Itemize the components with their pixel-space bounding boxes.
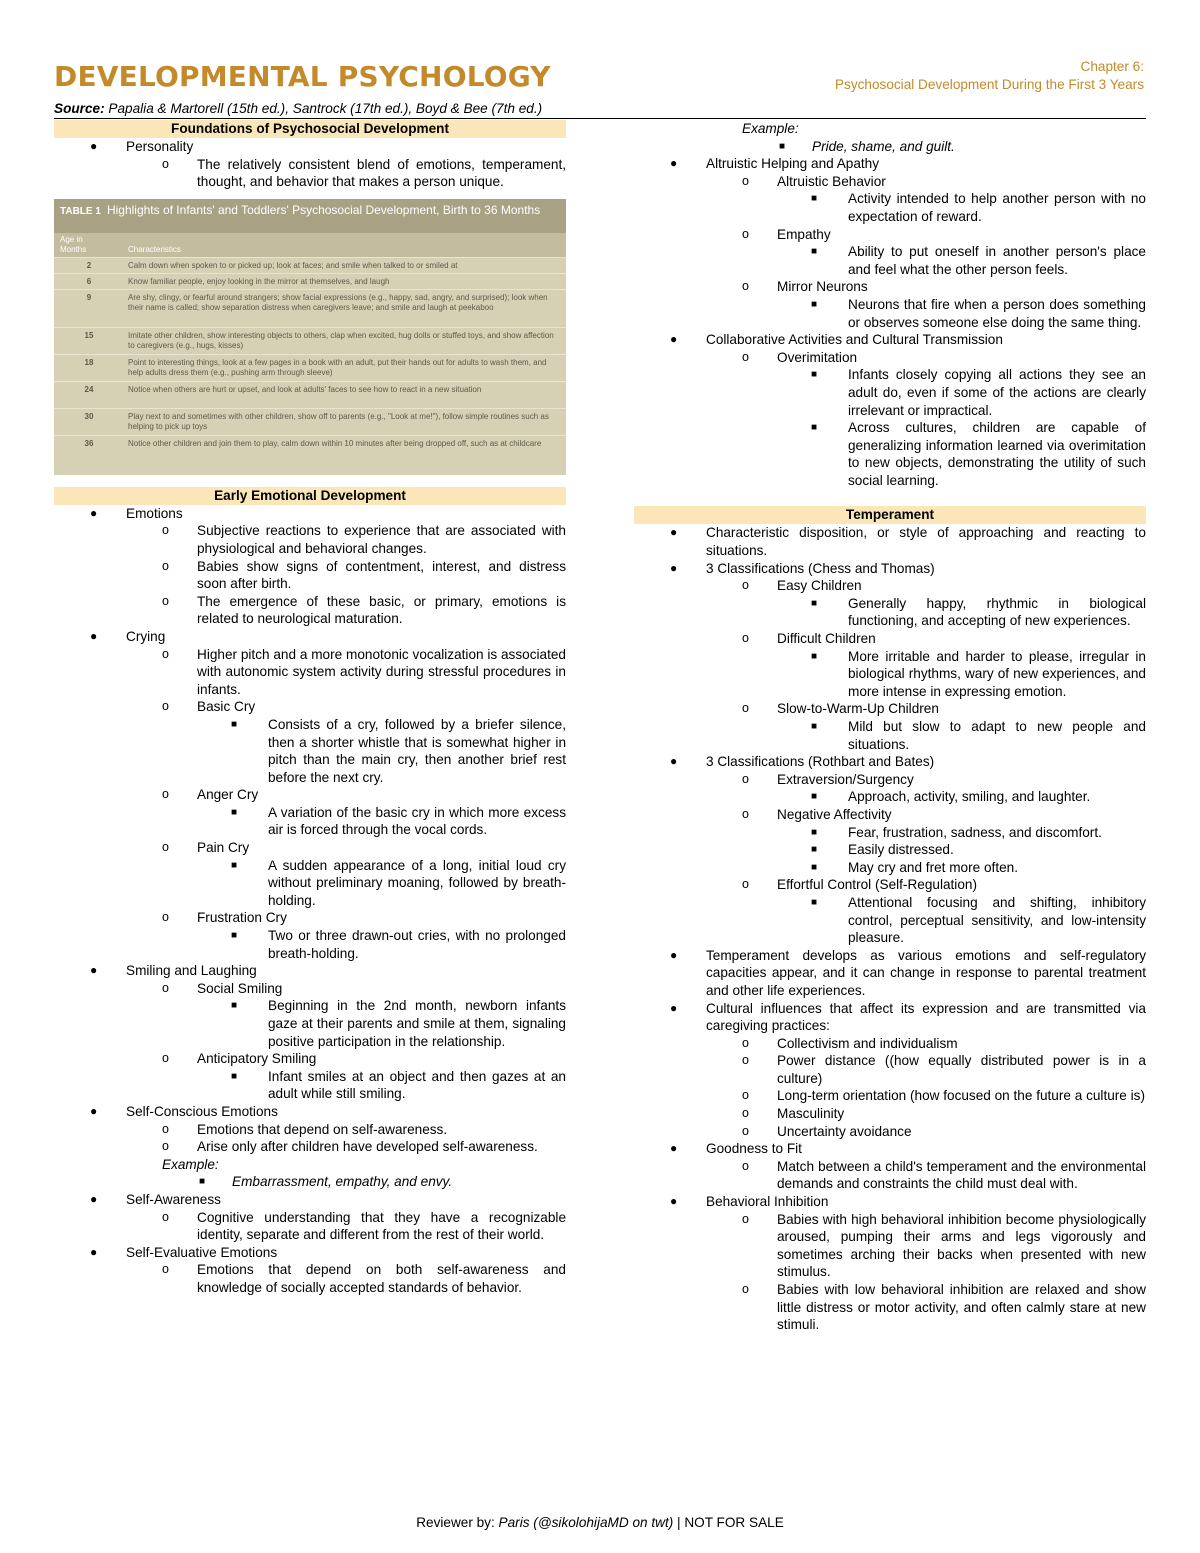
item-text: Pain Cry [197,840,250,856]
list-item [54,1209,566,1244]
square-bullet-icon: ■ [231,806,238,818]
item-text: The emergence of these basic, or primary, emotions is related to neurological maturation. [197,593,566,627]
list-item [54,1050,566,1068]
footer-author: Paris (@sikolohijaMD on twt) [498,1515,674,1530]
list-item [634,560,1146,578]
item-text: Babies show signs of contentment, interest, and distress soon after birth. [197,558,566,592]
item-text: Slow-to-Warm-Up Children [777,701,939,717]
example-label: Example: [742,121,799,136]
char-cell: Play next to and sometimes with other children, show off to parents (e.g., "Look at me!"), follow simple routines such as helping to pick up toys [128,411,549,431]
item-text: Altruistic Behavior [777,173,886,189]
item-text: Crying [126,628,166,644]
square-bullet-icon: ■ [811,193,818,205]
item-text: Cognitive understanding that they have a recognizable identity, separate and different from the rest of their world. [197,1209,566,1243]
circle-bullet-icon: o [162,840,169,855]
item-text: Collaborative Activities and Cultural Transmission [706,332,1003,348]
item-text: Smiling and Laughing [126,963,257,979]
item-text: Self-Evaluative Emotions [126,1244,278,1260]
list-item [54,558,566,593]
square-bullet-icon: ■ [811,369,818,381]
item-text: Masculinity [777,1106,845,1122]
circle-bullet-icon: o [162,1051,169,1066]
bullet-icon: ● [670,1000,678,1015]
item-text: 3 Classifications (Chess and Thomas) [706,560,935,576]
chapter-heading [835,58,1144,94]
item-text: Neurons that fire when a person does something or observes someone else doing the same thing. [848,296,1146,330]
age-cell: 6 [86,276,92,286]
item-text: Uncertainty avoidance [777,1123,912,1139]
list-item [634,718,1146,753]
list-item [54,698,566,716]
item-text: The relatively consistent blend of emotions, temperament, thought, and behavior that makes a person unique. [197,156,566,190]
square-bullet-icon: ■ [231,718,238,730]
chapter-label: Chapter 6: [1080,59,1144,74]
circle-bullet-icon: o [742,1282,749,1296]
list-item [54,522,566,557]
age-cell: 30 [84,411,94,421]
item-text: Beginning in the 2nd month, newborn infants gaze at their parents and smile at them, signaling positive participation in the relationship. [268,998,566,1049]
item-text: Empathy [777,226,831,242]
list-item [54,1121,566,1139]
list-item [634,173,1146,191]
list-item [634,1035,1146,1053]
source-line [54,100,542,118]
list-item [54,138,566,156]
list-item [634,1140,1146,1158]
table-row [54,327,566,354]
item-text: Match between a child's temperament and the environmental demands and constraints the child must deal with. [777,1158,1146,1192]
list-item [54,839,566,857]
early-emotional-continued-list [634,120,1146,489]
item-text: Pride, shame, and guilt. [812,138,955,154]
circle-bullet-icon: o [162,1209,169,1224]
square-bullet-icon: ■ [811,844,818,856]
circle-bullet-icon: o [742,877,749,892]
circle-bullet-icon: o [742,1106,749,1121]
item-text: Attentional focusing and shifting, inhibitory control, perceptual sensitivity, and low-intensity pleasure. [848,894,1146,946]
list-item [634,138,1146,156]
item-text: Negative Affectivity [777,806,892,822]
list-item [54,909,566,927]
list-item [634,296,1146,331]
circle-bullet-icon: o [742,771,749,786]
list-item [634,1000,1146,1035]
item-text: Higher pitch and a more monotonic vocalization is associated with autonomic system activity during stressful procedures in infants. [197,646,566,697]
item-text: Effortful Control (Self-Regulation) [777,877,977,893]
item-text: Babies with high behavioral inhibition become physiologically aroused, pumping their arms and legs vigorously and sometimes arching their backs when presented with new stimulus. [777,1211,1146,1280]
circle-bullet-icon: o [162,593,169,608]
table-row [54,257,566,273]
source-text: Papalia & Martorell (15th ed.), Santrock (17th ed.), Boyd & Bee (7th ed.) [108,101,543,116]
right-column [634,120,1146,1334]
bullet-icon: ● [670,156,678,171]
list-item [634,648,1146,701]
list-item [634,788,1146,806]
list-item [54,1261,566,1296]
bullet-icon: ● [670,754,678,769]
item-text: Emotions that depend on self-awareness. [197,1121,448,1137]
item-text: Collectivism and individualism [777,1035,958,1051]
circle-bullet-icon: o [742,631,749,646]
bullet-icon: ● [90,1103,98,1118]
item-text: A sudden appearance of a long, initial loud cry without preliminary moaning, followed by breath-holding. [268,857,566,908]
item-text: Embarrassment, empathy, and envy. [232,1174,453,1190]
circle-bullet-icon: o [742,173,749,188]
item-text: May cry and fret more often. [848,859,1018,875]
bullet-icon: ● [670,1141,678,1156]
bullet-icon: ● [670,560,678,575]
item-text: Difficult Children [777,631,876,647]
circle-bullet-icon: o [162,156,169,171]
circle-bullet-icon: o [742,1053,749,1068]
item-text: Mild but slow to adapt to new people and situations. [848,719,1146,752]
item-text: Ability to put oneself in another person's place and feel what the other person feels. [848,244,1146,277]
list-item [54,505,566,523]
early-emotional-list [54,505,566,1297]
list-item [634,1105,1146,1123]
circle-bullet-icon: o [162,646,169,661]
list-item [54,804,566,839]
list-item [54,646,566,699]
section-heading-early-emotional: Early Emotional Development [54,487,566,505]
item-text: Infants closely copying all actions they see an adult do, even if some of the actions are clearly irrelevant or impractical. [848,367,1146,418]
list-item [634,278,1146,296]
list-item [634,771,1146,789]
list-item [634,243,1146,278]
char-cell: Notice when others are hurt or upset, and look at adults' faces to see how to react in a new situation [128,384,482,394]
circle-bullet-icon: o [162,558,169,573]
list-item [634,331,1146,349]
temperament-list [634,524,1146,1333]
item-text: Two or three drawn-out cries, with no prolonged breath-holding. [268,928,566,961]
item-text: Long-term orientation (how focused on the future a culture is) [777,1088,1145,1104]
footer-suffix: | NOT FOR SALE [673,1515,784,1530]
item-text: Arise only after children have developed self-awareness. [197,1139,538,1155]
char-cell: Know familiar people, enjoy looking in the mirror at themselves, and laugh [128,276,390,286]
table-title: Highlights of Infants' and Toddlers' Psychosocial Development, Birth to 36 Months [106,202,541,217]
bullet-icon: ● [90,505,98,520]
table-label: TABLE 1 [60,205,101,217]
item-text: Behavioral Inhibition [706,1194,829,1210]
list-item [54,593,566,628]
circle-bullet-icon: o [742,1211,749,1226]
bullet-icon: ● [90,139,98,153]
list-item [54,962,566,980]
list-item [634,947,1146,1000]
table-row [54,289,566,327]
item-text: Generally happy, rhythmic in biological functioning, and accepting of new experiences. [848,595,1146,629]
square-bullet-icon: ■ [231,1000,238,1012]
circle-bullet-icon: o [162,1262,169,1277]
list-item [54,927,566,962]
item-text: 3 Classifications (Rothbart and Bates) [706,754,935,770]
char-cell: Point to interesting things, look at a few pages in a book with an adult, put their hands out for adults to wash them, and help adults dress them (e.g., pushing arm through sleeve) [128,357,547,377]
list-item [54,857,566,910]
list-item [634,419,1146,489]
table-header [54,199,566,233]
item-text: Power distance ((how equally distributed power is in a culture) [777,1053,1146,1086]
square-bullet-icon: ■ [811,298,818,310]
col-age-header: Age in Months [60,234,87,254]
list-item [634,366,1146,419]
list-item [634,155,1146,173]
list-item [54,156,566,191]
square-bullet-icon: ■ [811,597,818,609]
list-item [54,1191,566,1209]
list-item [634,226,1146,244]
item-text: Approach, activity, smiling, and laughter. [848,789,1091,805]
list-item [634,859,1146,877]
list-item [634,841,1146,859]
footer [0,1514,1200,1532]
chapter-subtitle: Psychosocial Development During the First 3 Years [834,77,1144,92]
list-item [54,1244,566,1262]
table-row [54,273,566,289]
circle-bullet-icon: o [742,578,749,593]
source-label: Source: [54,101,105,116]
list-item [634,190,1146,225]
item-text: Self-Awareness [126,1191,221,1207]
bullet-icon: ● [90,628,98,643]
square-bullet-icon: ■ [811,650,818,662]
header-divider [54,118,1146,119]
bullet-icon: ● [670,332,678,347]
list-item [634,1158,1146,1193]
square-bullet-icon: ■ [231,859,238,871]
list-item [634,1087,1146,1105]
item-text: Social Smiling [197,980,283,996]
bullet-icon: ● [670,1194,678,1209]
item-text: Overimitation [777,349,858,365]
col-char-header: Characteristics [128,244,181,254]
circle-bullet-icon: o [162,523,169,538]
circle-bullet-icon: o [162,787,169,802]
item-text: Subjective reactions to experience that are associated with physiological and behavioral changes. [197,523,566,556]
item-text: Altruistic Helping and Apathy [706,156,880,172]
table-column-headers [54,233,566,257]
list-item [54,786,566,804]
circle-bullet-icon: o [742,349,749,364]
list-item [54,980,566,998]
circle-bullet-icon: o [742,1088,749,1103]
square-bullet-icon: ■ [811,896,818,908]
bullet-icon: ● [670,947,678,962]
age-cell: 15 [84,330,94,340]
circle-bullet-icon: o [742,1123,749,1138]
list-item [54,997,566,1050]
circle-bullet-icon: o [162,910,169,925]
item-text: Characteristic disposition, or style of approaching and reacting to situations. [706,525,1146,559]
list-item [54,716,566,786]
char-cell: Are shy, clingy, or fearful around strangers; show facial expressions (e.g., happy, sad, angry, and surprised); look when their name is called; show separation distress when caregivers leave; and smile and laugh at peekaboo [128,292,548,312]
char-cell: Imitate other children, show interesting objects to others, clap when excited, hug dolls or stuffed toys, and show affection to caregivers (e.g., hugs, kisses) [128,330,554,350]
list-item [634,1281,1146,1334]
list-item [634,753,1146,771]
list-item [634,876,1146,894]
bullet-icon: ● [90,1191,98,1206]
list-item [54,1173,566,1191]
table-row [54,408,566,435]
list-item [634,349,1146,367]
table-row [54,354,566,381]
circle-bullet-icon: o [742,226,749,241]
item-text: Frustration Cry [197,910,287,926]
table-row [54,381,566,408]
square-bullet-icon: ■ [811,826,818,838]
square-bullet-icon: ■ [811,422,818,434]
item-text: Basic Cry [197,699,256,715]
item-text: Self-Conscious Emotions [126,1103,278,1119]
example-label: Example: [162,1156,219,1172]
item-text: Across cultures, children are capable of generalizing information learned via overimitation to new objects, demonstrating the utility of such social learning. [848,420,1146,488]
list-item [634,700,1146,718]
list-item [54,1138,566,1156]
item-text: Extraversion/Surgency [777,771,914,787]
circle-bullet-icon: o [162,980,169,995]
item-text: Personality [126,139,194,154]
square-bullet-icon: ■ [231,930,238,942]
list-item [634,1123,1146,1141]
item-text: Goodness to Fit [706,1141,802,1157]
item-text: Anticipatory Smiling [197,1051,317,1067]
table-row [54,435,566,462]
square-bullet-icon: ■ [199,1176,206,1188]
list-item [634,577,1146,595]
circle-bullet-icon: o [162,1139,169,1154]
list-item [634,806,1146,824]
item-text: Anger Cry [197,787,259,803]
list-item [54,1068,566,1103]
circle-bullet-icon: o [742,279,749,294]
list-item [634,1193,1146,1211]
bullet-icon: ● [90,1244,98,1259]
item-text: Temperament develops as various emotions and self-regulatory capacities appear, and it can change in response to parental treatment and other life experiences. [706,947,1146,998]
item-text: Emotions [126,505,183,521]
highlights-table [54,199,566,475]
list-item [634,824,1146,842]
char-cell: Notice other children and join them to play, calm down within 10 minutes after being dropped off, such as at childcare [128,438,542,448]
char-cell: Calm down when spoken to or picked up; look at faces; and smile when talked to or smiled at [128,260,458,270]
list-item [634,894,1146,947]
item-text: More irritable and harder to please, irregular in biological rhythms, wary of new experiences, and more intense in expressing emotion. [848,648,1146,699]
item-text: Fear, frustration, sadness, and discomfort. [848,824,1102,840]
item-text: Consists of a cry, followed by a briefer silence, then a shorter whistle that is somewhat higher in pitch than the main cry, then another brief rest before the next cry. [268,716,566,785]
document-title: DEVELOPMENTAL PSYCHOLOGY [54,60,551,93]
age-cell: 9 [86,292,92,302]
item-text: Easy Children [777,578,862,594]
age-cell: 2 [86,260,92,270]
item-text: Easily distressed. [848,842,954,858]
bullet-icon: ● [90,963,98,978]
item-text: A variation of the basic cry in which more excess air is forced through the vocal cords. [268,804,566,838]
square-bullet-icon: ■ [811,721,818,732]
item-text: Activity intended to help another person with no expectation of reward. [848,191,1146,224]
circle-bullet-icon: o [162,699,169,714]
item-text: Cultural influences that affect its expression and are transmitted via caregiving practices: [706,1000,1146,1034]
list-item [634,524,1146,559]
circle-bullet-icon: o [742,1035,749,1050]
age-cell: 36 [84,438,94,448]
list-item [634,1211,1146,1281]
left-column [54,120,566,1297]
square-bullet-icon: ■ [231,1070,238,1082]
circle-bullet-icon: o [742,701,749,716]
bullet-icon: ● [670,525,678,540]
square-bullet-icon: ■ [779,140,786,152]
list-item [54,1103,566,1121]
square-bullet-icon: ■ [811,861,818,873]
square-bullet-icon: ■ [811,791,818,803]
list-item [634,630,1146,648]
item-text: Infant smiles at an object and then gazes at an adult while still smiling. [268,1068,566,1102]
circle-bullet-icon: o [742,806,749,821]
age-cell: 24 [84,384,94,394]
list-item [54,628,566,646]
circle-bullet-icon: o [162,1121,169,1136]
item-text: Emotions that depend on both self-awareness and knowledge of socially accepted standards of behavior. [197,1262,566,1295]
section-heading-foundations: Foundations of Psychosocial Development [54,120,566,138]
section-heading-temperament: Temperament [634,506,1146,524]
item-text: Babies with low behavioral inhibition are relaxed and show little distress or motor activity, and often calmly stare at new stimuli. [777,1282,1146,1333]
foundations-list [54,138,566,191]
circle-bullet-icon: o [742,1158,749,1173]
list-item [634,1052,1146,1087]
square-bullet-icon: ■ [811,246,818,258]
list-item [634,595,1146,630]
item-text: Mirror Neurons [777,279,868,295]
footer-prefix: Reviewer by: [416,1515,499,1530]
age-cell: 18 [84,357,94,367]
